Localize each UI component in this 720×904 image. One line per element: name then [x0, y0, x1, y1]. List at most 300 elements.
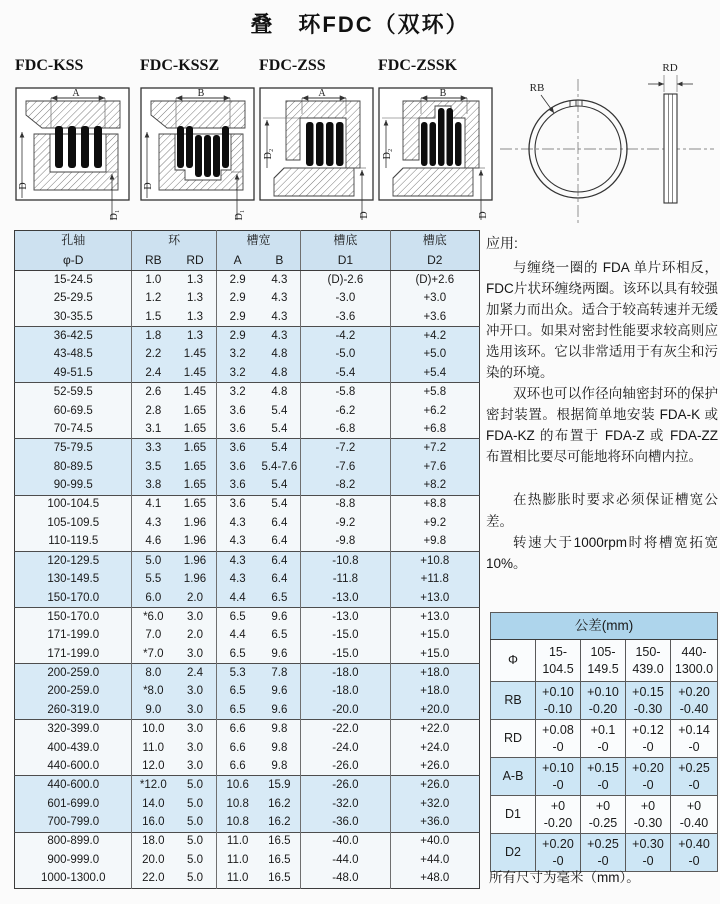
table-subheader-row — [15, 251, 480, 271]
table-cell: 5.4 — [259, 439, 301, 458]
table-cell: +5.0 — [390, 345, 479, 364]
tolerance-cell: +0.10 -0.10 — [536, 682, 581, 720]
table-cell: 5.0 — [187, 853, 203, 866]
table-cell: 3.0 — [187, 741, 203, 754]
table-row — [15, 383, 480, 402]
table-cell: 3.0 — [187, 685, 203, 698]
table-cell: 5.4 — [271, 479, 288, 492]
table-row — [15, 738, 480, 757]
table-cell: 6.4 — [271, 516, 288, 529]
table-row — [15, 570, 480, 589]
table-cell: 1.45 — [183, 348, 207, 361]
application-heading: 应用: — [486, 235, 518, 251]
table-row — [15, 589, 480, 608]
table-cell: 14.0 — [132, 795, 174, 814]
table-cell: *6.0 — [132, 607, 174, 626]
dim-label-b: B — [197, 88, 205, 99]
table-cell: 171-199.0 — [47, 647, 100, 660]
table-cell: 3.1 — [132, 420, 174, 439]
dim-label-a: A — [72, 88, 80, 99]
table-row — [15, 682, 480, 701]
tolerance-cell: +0 -0.25 — [581, 796, 626, 834]
subheader-rb: RB — [132, 251, 174, 271]
table-cell: 6.5 — [271, 629, 288, 642]
table-cell: 10.0 — [132, 720, 174, 739]
table-cell: 6.5 — [216, 607, 258, 626]
table-cell: *7.0 — [132, 645, 174, 664]
table-cell: +7.2 — [390, 439, 479, 458]
tolerance-row-label: D2 — [491, 834, 536, 872]
table-cell: -44.0 — [301, 851, 390, 870]
table-cell: 12.0 — [132, 757, 174, 776]
tolerance-cell: +0.10 -0.20 — [581, 682, 626, 720]
table-cell: 43-48.5 — [53, 348, 93, 361]
fdc-kss-diagram — [14, 74, 132, 224]
table-cell: -8.2 — [301, 476, 390, 495]
table-cell: *12.0 — [132, 776, 174, 795]
table-row — [15, 607, 480, 626]
table-cell: 105-109.5 — [47, 516, 100, 529]
table-cell: +15.0 — [390, 645, 479, 664]
table-cell: +8.2 — [390, 476, 479, 495]
table-row — [15, 720, 480, 739]
table-cell: 1.3 — [187, 292, 203, 305]
tolerance-cell: +0.15 -0 — [581, 758, 626, 796]
table-cell: 6.0 — [132, 589, 174, 608]
table-cell: -5.4 — [301, 364, 390, 383]
table-cell: +36.0 — [390, 813, 479, 832]
tolerance-cell: +0.08 -0 — [536, 720, 581, 758]
tolerance-title: 公差(mm) — [491, 613, 718, 640]
table-cell: -18.0 — [301, 664, 390, 683]
col-header-groove-bottom-d1: 槽底 — [301, 231, 390, 251]
col-header-bore-shaft: 孔轴 — [15, 231, 132, 251]
tolerance-cell: +0.12 -0 — [626, 720, 671, 758]
table-cell: 1000-1300.0 — [40, 872, 106, 885]
table-cell: 1.96 — [183, 516, 207, 529]
table-cell: 9.6 — [271, 685, 288, 698]
table-cell: 3.6 — [216, 495, 258, 514]
tolerance-header-range: 15- 104.5 — [536, 640, 581, 682]
table-cell: 3.0 — [174, 720, 216, 739]
table-cell: 3.6 — [216, 420, 258, 439]
table-cell: 1.65 — [183, 404, 207, 417]
table-cell: 6.6 — [216, 757, 258, 776]
fdc-zssk-diagram — [377, 74, 495, 224]
table-cell: 110-119.5 — [48, 535, 99, 548]
table-cell: 22.0 — [132, 870, 174, 889]
table-cell: 25-29.5 — [53, 292, 93, 305]
table-cell: 11.0 — [216, 832, 258, 851]
table-cell: 3.0 — [187, 647, 203, 660]
table-cell: 2.9 — [216, 271, 258, 290]
subheader-d1: D1 — [301, 251, 390, 271]
table-cell: +9.2 — [390, 514, 479, 533]
tolerance-row — [491, 720, 718, 758]
table-cell: 4.3 — [216, 514, 258, 533]
table-cell: 9.6 — [271, 647, 288, 660]
ring-diagram — [488, 55, 720, 230]
table-cell: -5.0 — [301, 345, 390, 364]
table-cell: +32.0 — [390, 795, 479, 814]
table-cell: +26.0 — [390, 757, 479, 776]
table-cell: 800-899.0 — [15, 832, 132, 851]
table-cell: +48.0 — [390, 870, 479, 889]
tolerance-cell: +0.1 -0 — [581, 720, 626, 758]
tolerance-header-row — [491, 640, 718, 682]
table-row — [15, 420, 480, 439]
table-cell: 4.8 — [271, 348, 288, 361]
table-cell: -13.0 — [301, 607, 390, 626]
table-row — [15, 551, 480, 570]
dimension-table — [14, 230, 480, 889]
table-cell: +8.8 — [390, 495, 479, 514]
table-cell: -5.8 — [301, 383, 390, 402]
table-cell: 4.6 — [132, 533, 174, 552]
col-header-ring: 环 — [132, 231, 216, 251]
table-cell: 49-51.5 — [53, 366, 93, 379]
note-paragraph: 转速大于1000rpm时将槽宽拓宽10%。 — [486, 534, 718, 571]
diagram-label-fdc-kss: FDC-KSS — [15, 57, 84, 74]
table-cell: (D)-2.6 — [301, 271, 390, 290]
table-cell: 3.6 — [216, 439, 258, 458]
table-cell: 4.8 — [259, 383, 301, 402]
table-cell: 1.3 — [187, 310, 203, 323]
table-cell: +44.0 — [390, 851, 479, 870]
table-cell: 5.0 — [174, 776, 216, 795]
table-cell: 5.4 — [271, 423, 288, 436]
table-cell: 1.65 — [183, 423, 207, 436]
table-cell: 2.0 — [187, 591, 203, 604]
table-cell: 1.5 — [132, 308, 174, 327]
table-cell: -11.8 — [301, 570, 390, 589]
table-cell: 10.6 — [216, 776, 258, 795]
table-cell: +9.8 — [390, 533, 479, 552]
diagram-label-fdc-zss: FDC-ZSS — [259, 57, 326, 74]
main-table-body — [15, 271, 480, 889]
table-cell: 1.3 — [174, 327, 216, 346]
table-cell: 11.0 — [216, 870, 258, 889]
table-row — [15, 776, 480, 795]
tolerance-cell: +0.15 -0.30 — [626, 682, 671, 720]
dim-label-b: B — [439, 88, 447, 99]
table-cell: 3.6 — [216, 402, 258, 421]
table-cell: +4.2 — [390, 327, 479, 346]
table-cell: 16.2 — [268, 797, 291, 810]
table-cell: 320-399.0 — [15, 720, 132, 739]
table-cell: +6.2 — [390, 402, 479, 421]
tolerance-row — [491, 758, 718, 796]
table-cell: 601-699.0 — [47, 797, 100, 810]
table-cell: +26.0 — [390, 776, 479, 795]
table-row — [15, 458, 480, 477]
table-cell: +18.0 — [390, 682, 479, 701]
dim-label-d1: D₁ — [234, 209, 245, 221]
table-cell: 7.0 — [132, 626, 174, 645]
table-cell: 3.0 — [187, 703, 203, 716]
table-cell: -15.0 — [301, 645, 390, 664]
tolerance-cell: +0.14 -0 — [671, 720, 718, 758]
table-row — [15, 364, 480, 383]
dim-label-d: D — [18, 182, 29, 190]
table-cell: 60-69.5 — [53, 404, 93, 417]
table-cell: -20.0 — [301, 701, 390, 720]
application-section — [486, 233, 718, 574]
table-cell: 120-129.5 — [15, 551, 132, 570]
table-cell: -32.0 — [301, 795, 390, 814]
table-cell: -9.8 — [301, 533, 390, 552]
table-cell: 4.4 — [216, 589, 258, 608]
table-cell: +18.0 — [390, 664, 479, 683]
table-row — [15, 870, 480, 889]
tolerance-table — [490, 612, 718, 872]
table-cell: 4.3 — [271, 292, 288, 305]
table-cell: 3.6 — [216, 476, 258, 495]
table-cell: +40.0 — [390, 832, 479, 851]
table-cell: 9.8 — [271, 759, 288, 772]
table-cell: -7.6 — [301, 458, 390, 477]
table-cell: -36.0 — [301, 813, 390, 832]
table-cell: 4.8 — [271, 366, 288, 379]
application-paragraph: 双环也可以作径向轴密封环的保护密封装置。根据简单地安装 FDA-K 或 FDA-KZ 的布置于 FDA-Z 或 FDA-ZZ布置相比要尽可能地将环向槽内拉。 — [486, 386, 718, 465]
table-cell: 36-42.5 — [15, 327, 132, 346]
table-cell: 1.3 — [187, 273, 203, 286]
table-cell: 4.3 — [216, 551, 258, 570]
tolerance-header-range: 150- 439.0 — [626, 640, 671, 682]
application-paragraph: 与缠绕一圈的 FDA 单片环相反，FDC片状环缠绕两圈。该环以具有较强加紧力而出众。适合于较高转速并无缓冲开口。如果对密封性能要求较高则应选用该环。它以非常适用于有灰尘和污染的环境。 — [486, 260, 718, 381]
table-cell: -6.2 — [301, 402, 390, 421]
table-cell: 100-104.5 — [15, 495, 132, 514]
table-cell: 16.5 — [268, 872, 291, 885]
table-row — [15, 701, 480, 720]
table-cell: 6.4 — [271, 535, 288, 548]
table-cell: 6.4 — [271, 573, 288, 586]
subheader-phi-d: φ-D — [15, 251, 132, 271]
table-cell: -13.0 — [301, 589, 390, 608]
table-cell: -7.2 — [301, 439, 390, 458]
table-cell: 6.5 — [216, 645, 258, 664]
fdc-kssz-diagram — [139, 74, 257, 224]
subheader-a: A — [216, 251, 258, 271]
table-cell: 130-149.5 — [47, 573, 100, 586]
table-cell: -40.0 — [301, 832, 390, 851]
table-cell: +7.6 — [390, 458, 479, 477]
table-cell: 15-24.5 — [53, 273, 93, 286]
table-cell: 4.3 — [216, 533, 258, 552]
table-cell: 2.2 — [132, 345, 174, 364]
table-row — [15, 533, 480, 552]
table-cell: 10.8 — [216, 813, 258, 832]
tolerance-row — [491, 682, 718, 720]
tolerance-cell: +0.30 -0 — [626, 834, 671, 872]
table-cell: -8.8 — [301, 495, 390, 514]
table-cell: 3.0 — [174, 607, 216, 626]
table-cell: +13.0 — [390, 607, 479, 626]
table-cell: 2.0 — [187, 629, 203, 642]
table-cell: +6.8 — [390, 420, 479, 439]
table-cell: -6.8 — [301, 420, 390, 439]
table-cell: 6.5 — [271, 591, 288, 604]
ring-side-view — [664, 94, 677, 203]
table-cell: 400-439.0 — [47, 741, 100, 754]
dim-label-d2: D₂ — [263, 148, 274, 160]
table-row — [15, 813, 480, 832]
table-cell: +15.0 — [390, 626, 479, 645]
table-cell: 4.3 — [216, 570, 258, 589]
table-cell: 171-199.0 — [47, 629, 100, 642]
tolerance-cell: +0 -0.20 — [536, 796, 581, 834]
table-cell: 5.4 — [259, 495, 301, 514]
table-cell: 440-600.0 — [47, 759, 100, 772]
table-cell: 20.0 — [132, 851, 174, 870]
table-cell: 70-74.5 — [53, 423, 93, 436]
table-cell: 6.5 — [216, 701, 258, 720]
table-cell: 150-170.0 — [15, 607, 132, 626]
diagram-label-fdc-kssz: FDC-KSSZ — [140, 57, 220, 74]
table-cell: 52-59.5 — [15, 383, 132, 402]
table-cell: 4.3 — [259, 327, 301, 346]
subheader-d2: D2 — [390, 251, 479, 271]
table-cell: +3.0 — [390, 289, 479, 308]
rd-label: RD — [662, 62, 678, 74]
table-row — [15, 795, 480, 814]
tolerance-header-range: 105- 149.5 — [581, 640, 626, 682]
table-cell: 80-89.5 — [53, 460, 93, 473]
table-row — [15, 402, 480, 421]
table-cell: +13.0 — [390, 589, 479, 608]
table-cell: 2.9 — [216, 308, 258, 327]
tolerance-title-row — [491, 613, 718, 640]
upper-part — [26, 101, 120, 128]
tolerance-cell: +0 -0.40 — [671, 796, 718, 834]
fdc-zss-diagram — [258, 74, 376, 224]
table-cell: 11.0 — [216, 851, 258, 870]
table-cell: -48.0 — [301, 870, 390, 889]
tolerance-row-label: RB — [491, 682, 536, 720]
table-cell: 6.5 — [216, 682, 258, 701]
table-cell: 2.4 — [174, 664, 216, 683]
subheader-b: B — [259, 251, 301, 271]
table-cell: 900-999.0 — [47, 853, 100, 866]
col-header-groove-width: 槽宽 — [216, 231, 300, 251]
table-cell: 5.0 — [187, 872, 203, 885]
table-cell: 1.45 — [174, 383, 216, 402]
table-cell: -10.8 — [301, 551, 390, 570]
table-cell: 6.4 — [259, 551, 301, 570]
shaft-part — [393, 168, 473, 196]
table-cell: -3.0 — [301, 289, 390, 308]
tolerance-row-label: A-B — [491, 758, 536, 796]
table-cell: +3.6 — [390, 308, 479, 327]
diagram-label-fdc-zssk: FDC-ZSSK — [378, 57, 458, 74]
note-paragraph: 在热膨胀时要求必须保证槽宽公差。 — [486, 492, 718, 529]
table-cell: 3.2 — [216, 364, 258, 383]
table-cell: 4.3 — [132, 514, 174, 533]
table-cell: -26.0 — [301, 757, 390, 776]
table-cell: (D)+2.6 — [390, 271, 479, 290]
tolerance-cell: +0.20 -0.40 — [671, 682, 718, 720]
table-cell: 90-99.5 — [53, 479, 93, 492]
tolerance-header-phi: Φ — [491, 640, 536, 682]
table-cell: 200-259.0 — [15, 664, 132, 683]
shaft-part — [274, 168, 354, 196]
table-cell: 10.8 — [216, 795, 258, 814]
table-cell: 5.0 — [174, 832, 216, 851]
table-row — [15, 327, 480, 346]
table-row — [15, 308, 480, 327]
table-cell: 4.3 — [271, 310, 288, 323]
tolerance-table-body — [491, 613, 718, 872]
table-cell: 4.4 — [216, 626, 258, 645]
table-cell: 1.96 — [183, 573, 207, 586]
table-cell: -9.2 — [301, 514, 390, 533]
tolerance-cell: +0.40 -0 — [671, 834, 718, 872]
rb-label: RB — [529, 82, 545, 94]
table-row — [15, 832, 480, 851]
table-row — [15, 271, 480, 290]
page-title: 叠 环FDC（双环） — [250, 12, 470, 37]
table-cell: 8.0 — [132, 664, 174, 683]
table-cell: -18.0 — [301, 682, 390, 701]
tolerance-header-range: 440- 1300.0 — [671, 640, 718, 682]
table-cell: -3.6 — [301, 308, 390, 327]
table-cell: -15.0 — [301, 626, 390, 645]
table-cell: 16.5 — [259, 832, 301, 851]
dim-label-d: D — [359, 211, 370, 219]
table-row — [15, 626, 480, 645]
table-row — [15, 439, 480, 458]
tolerance-cell: +0.20 -0 — [536, 834, 581, 872]
table-cell: 3.8 — [132, 476, 174, 495]
table-cell: 2.8 — [132, 402, 174, 421]
table-cell: 6.6 — [216, 738, 258, 757]
table-cell: +24.0 — [390, 738, 479, 757]
table-cell: 5.3 — [216, 664, 258, 683]
table-cell: 15.9 — [259, 776, 301, 795]
table-cell: 6.6 — [216, 720, 258, 739]
table-cell: 5.4-7.6 — [261, 460, 298, 473]
table-cell: 9.8 — [259, 720, 301, 739]
table-cell: -22.0 — [301, 720, 390, 739]
dim-label-a: A — [318, 88, 326, 99]
table-cell: 4.3 — [271, 273, 288, 286]
table-cell: 5.5 — [132, 570, 174, 589]
table-row — [15, 514, 480, 533]
table-cell: +20.0 — [390, 701, 479, 720]
table-cell: 3.5 — [132, 458, 174, 477]
table-cell: 1.96 — [174, 551, 216, 570]
table-cell: 440-600.0 — [15, 776, 132, 795]
table-cell: 16.5 — [268, 853, 291, 866]
table-cell: 5.0 — [132, 551, 174, 570]
tolerance-cell: +0.10 -0 — [536, 758, 581, 796]
table-cell: 2.4 — [132, 364, 174, 383]
table-row — [15, 645, 480, 664]
table-cell: 3.3 — [132, 439, 174, 458]
table-row — [15, 664, 480, 683]
table-cell: 9.0 — [132, 701, 174, 720]
table-cell: 9.8 — [271, 741, 288, 754]
table-cell: 3.2 — [216, 383, 258, 402]
units-footnote: 所有尺寸为毫米（mm）。 — [489, 870, 640, 885]
dim-label-d2: D₂ — [382, 148, 393, 160]
table-cell: 2.6 — [132, 383, 174, 402]
table-cell: -4.2 — [301, 327, 390, 346]
table-cell: +11.8 — [390, 570, 479, 589]
table-row — [15, 851, 480, 870]
tolerance-row-label: RD — [491, 720, 536, 758]
table-cell: 150-170.0 — [47, 591, 100, 604]
